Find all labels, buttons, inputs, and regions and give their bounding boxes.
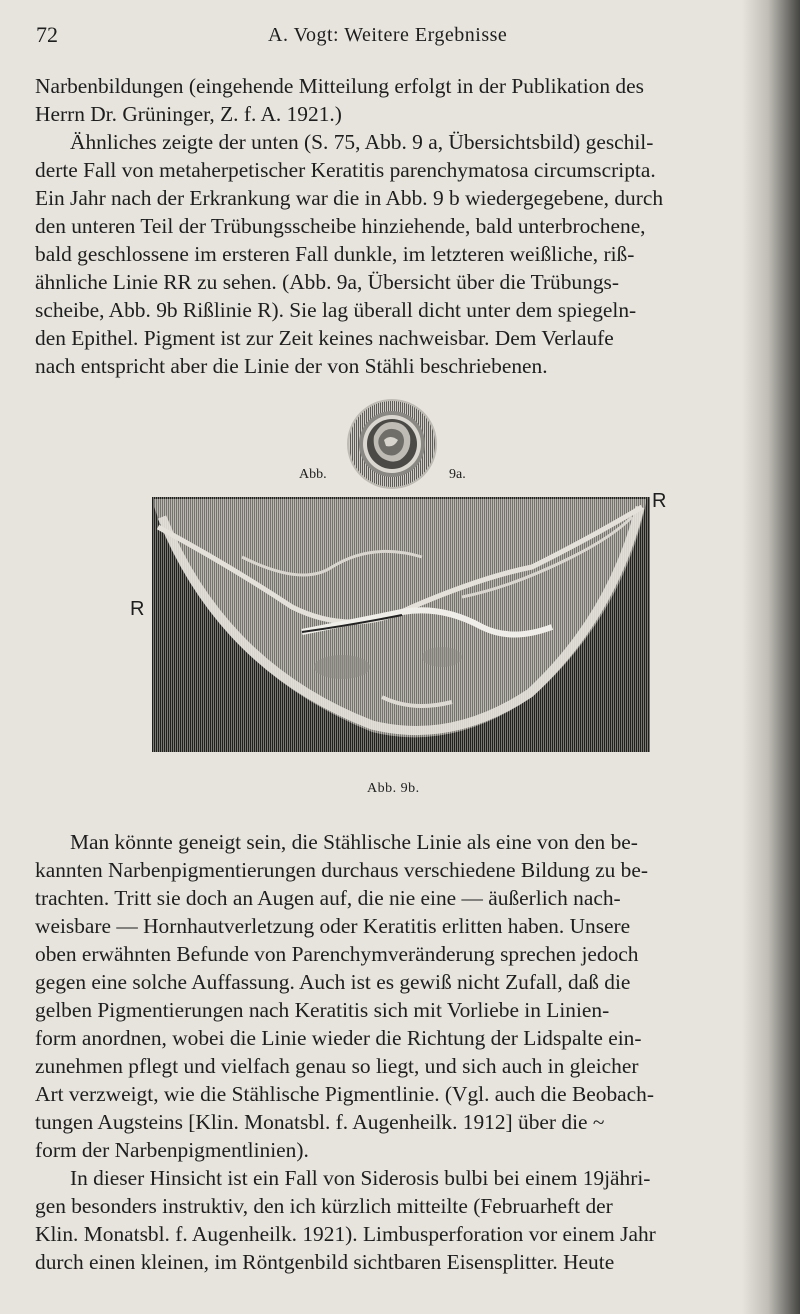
figure-9a-caption-number: 9a.: [449, 467, 466, 482]
text-line: scheibe, Abb. 9b Rißlinie R). Sie lag überall dicht unter dem spiegeln-: [35, 298, 637, 322]
text-line: ähnliche Linie RR zu sehen. (Abb. 9a, Übersicht über die Trübungs-: [35, 270, 619, 294]
figure-9b-crack-line-image: [152, 497, 650, 752]
text-line: In dieser Hinsicht ist ein Fall von Siderosis bulbi bei einem 19jähri-: [70, 1166, 651, 1190]
text-line: trachten. Tritt sie doch an Augen auf, die nie eine — äußerlich nach-: [35, 886, 621, 910]
running-title: A. Vogt: Weitere Ergebnisse: [268, 24, 508, 46]
text-line: Herrn Dr. Grüninger, Z. f. A. 1921.): [35, 102, 342, 126]
text-line: Man könnte geneigt sein, die Stählische Linie als eine von den be-: [70, 830, 638, 854]
text-line: Art verzweigt, wie die Stählische Pigmentlinie. (Vgl. auch die Beobach-: [35, 1082, 654, 1106]
text-line: kannten Narbenpigmentierungen durchaus verschiedene Bildung zu be-: [35, 858, 648, 882]
text-line: nach entspricht aber die Linie der von Stähli beschriebenen.: [35, 354, 548, 378]
page-number: 72: [36, 22, 58, 47]
paragraph-2: [35, 828, 765, 1276]
text-line: tungen Augsteins [Klin. Monatsbl. f. Augenheilk. 1912] über die ~: [35, 1110, 605, 1134]
figure-9b-label-left: R: [130, 598, 145, 620]
text-line: den unteren Teil der Trübungsscheibe hinziehende, bald unterbrochene,: [35, 214, 646, 238]
text-line: gen besonders instruktiv, den ich kürzlich mitteilte (Februarheft der: [35, 1194, 613, 1218]
text-line: zunehmen pflegt und vielfach genau so liegt, und sich auch in gleicher: [35, 1054, 639, 1078]
text-line: Klin. Monatsbl. f. Augenheilk. 1921). Limbusperforation vor einem Jahr: [35, 1222, 656, 1246]
text-line: oben erwähnten Befunde von Parenchymveränderung sprechen jedoch: [35, 942, 639, 966]
text-line: gegen eine solche Auffassung. Auch ist es gewiß nicht Zufall, daß die: [35, 970, 631, 994]
paragraph-1: [35, 72, 765, 380]
text-line: gelben Pigmentierungen nach Keratitis sich mit Vorliebe in Linien-: [35, 998, 610, 1022]
text-line: form anordnen, wobei die Linie wieder die Richtung der Lidspalte ein-: [35, 1026, 642, 1050]
text-line: form der Narbenpigmentlinien).: [35, 1138, 309, 1162]
figure-9b-caption: Abb. 9b.: [367, 781, 420, 796]
text-line: Ähnliches zeigte der unten (S. 75, Abb. 9 a, Übersichtsbild) geschil-: [70, 130, 654, 154]
figure-9a-cornea-overview: [346, 398, 438, 490]
text-line: derte Fall von metaherpetischer Keratitis parenchymatosa circumscripta.: [35, 158, 656, 182]
text-line: bald geschlossene im ersteren Fall dunkle, im letzteren weißliche, riß-: [35, 242, 635, 266]
text-line: weisbare — Hornhautverletzung oder Keratitis erlitten haben. Unsere: [35, 914, 631, 938]
text-line: den Epithel. Pigment ist zur Zeit keines nachweisbar. Dem Verlaufe: [35, 326, 614, 350]
text-line: Ein Jahr nach der Erkrankung war die in Abb. 9 b wiedergegebene, durch: [35, 186, 664, 210]
figure-9b-label-right: R: [652, 490, 667, 512]
figure-9a-caption-prefix: Abb.: [299, 467, 327, 482]
page-header: [36, 22, 766, 50]
text-line: Narbenbildungen (eingehende Mitteilung erfolgt in der Publikation des: [35, 74, 644, 98]
text-line: durch einen kleinen, im Röntgenbild sichtbaren Eisensplitter. Heute: [35, 1250, 615, 1274]
